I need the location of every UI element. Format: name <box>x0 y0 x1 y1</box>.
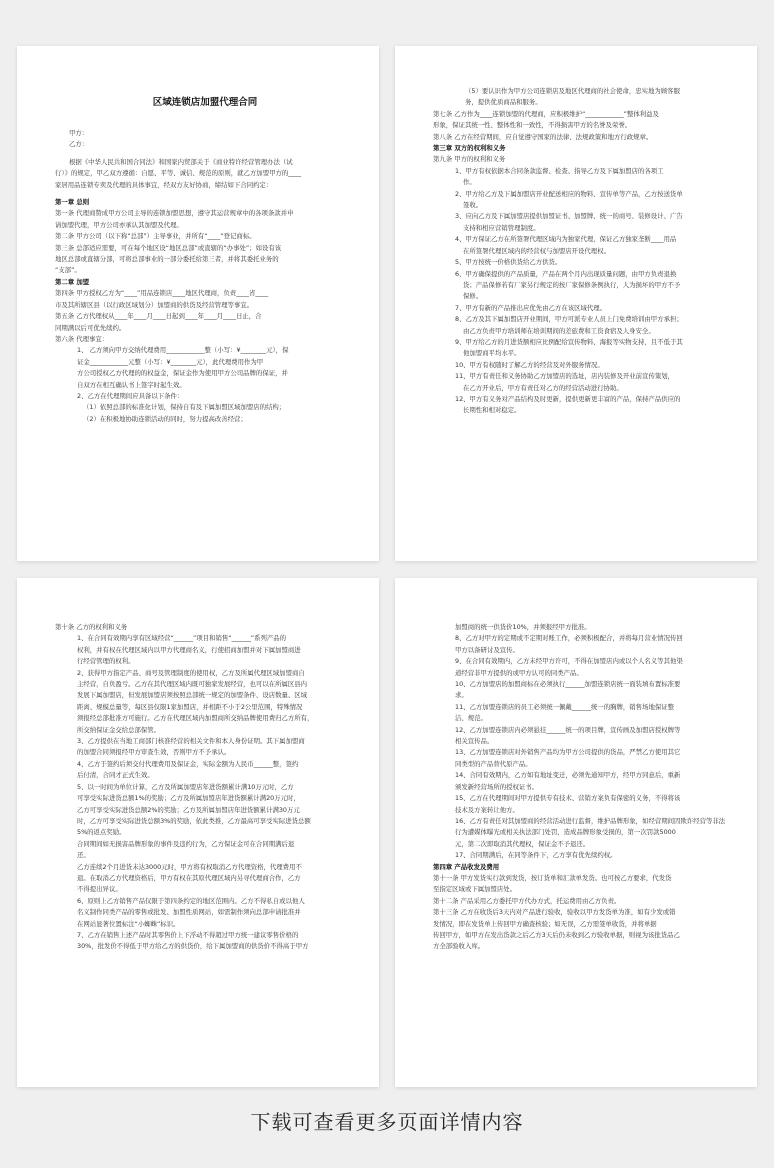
text-line: 货；产品保修若有厂家另行规定的按厂家保修条例执行，人为损坏的甲方不予 <box>463 280 681 289</box>
text-line: 1、在合同有效期内享有区域经营“______”项目和销售“______”系列产品的 <box>77 634 287 643</box>
page-content <box>55 94 355 425</box>
text-line: 形象，保证其统一性、整体性和一致性，不得损害甲方的名誉及荣誉。 <box>433 121 632 130</box>
text-line: 他加盟商平均水平。 <box>463 349 521 358</box>
page-content <box>433 622 733 953</box>
text-line: 2、乙方在代理期间应具备以下条件： <box>77 391 184 400</box>
text-line: 第十一条 甲方发货实行款到发货，按订货单和汇款单发货。也可按乙方要求，代发货 <box>433 873 672 882</box>
page-lines <box>55 622 355 953</box>
text-line: 市及其所辖区县（以行政区域划分）加盟商的供货及经营管理等事宜。 <box>55 300 254 309</box>
text-line: 证金____________元整（小写：¥________元），此代理费用作为甲 <box>77 357 264 366</box>
text-line: 保修。 <box>463 292 483 301</box>
text-line: 发情况，即在发货单上传回甲方确查核验；如无误，乙方需签单收货，并将单据 <box>433 919 657 928</box>
text-line: 在网站显著位置标注“小蜘蛛”标识。 <box>77 919 180 928</box>
text-line: 技术及方案转让他方。 <box>455 805 519 814</box>
text-line: 相关宣传品。 <box>455 737 494 746</box>
text-line: 乙方连续2个月进货未达3000元时，甲方将有权取消乙方代理资格，代理费用不 <box>77 862 302 871</box>
text-line: 11、乙方加盟连锁店的员工必须统一佩戴______统一的胸牌，销售场地保证整 <box>455 702 675 711</box>
text-line: 8、乙方对甲方的定期或不定期对账工作，必须积极配合，并将每月营业情况传回 <box>455 634 683 643</box>
text-line: 作。 <box>463 178 476 187</box>
text-line: 道经营非甲方提供的或甲方认可的同类产品。 <box>455 668 583 677</box>
chapter-heading: 第一章 总则 <box>55 198 90 207</box>
text-line: 1、 乙方须向甲方交纳代理费用____________整（小写：¥________元），保 <box>77 346 289 355</box>
page-lines <box>433 622 733 953</box>
text-line: 第二条 甲方公司（以下称“总部”）主导事业，并所有“____”登记商标。 <box>55 232 256 241</box>
text-line: 至指定区域或下属加盟店处。 <box>433 885 517 894</box>
download-more-caption[interactable]: 下载可查看更多页面详情内容 <box>250 1110 524 1134</box>
text-line: （1）依照总部的标准化计划，保持自有及下属加盟区域加盟店的结构； <box>83 403 286 412</box>
text-line: 7、甲方有新的产品推出应优先由乙方在该区域代理。 <box>455 303 607 312</box>
text-line: 签收。 <box>463 201 483 210</box>
text-line: 主经营，自负盈亏。乙方在其代理区域内既可独家发展经营，也可以在所属区县内 <box>77 680 308 689</box>
text-line: 6、原则上乙方销售产品仅限于第四条约定的地区范围内。乙方不得私自或以他人 <box>77 896 305 905</box>
text-line: 甲方： <box>69 129 89 137</box>
text-line: 3、乙方提供在当地工商部门核准经营的相关文件和本人身份证明。其下属加盟商 <box>77 737 305 746</box>
text-line: 行为遭媒体曝光或相关执法部门处罚，造成品牌形象受损的，第一次罚款5000 <box>455 828 676 837</box>
text-line: 所交纳保证金交给总部保管。 <box>77 725 161 734</box>
text-line: 求。 <box>455 691 468 700</box>
text-line: 5、甲方按统一价格供货给乙方供货。 <box>455 258 562 267</box>
text-line: 合同期间如无损害品牌形象的事件及违约行为，乙方保证金可在合同期满后退 <box>77 839 295 848</box>
text-line: 颁发新经营场所的授权证书。 <box>455 782 539 791</box>
text-line: 2、甲方给乙方及下属加盟店开业配送相应的物料、宣传单等产品，乙方按送货单 <box>455 189 683 198</box>
document-page-1 <box>17 46 379 561</box>
text-line: “支部”。 <box>55 266 81 275</box>
text-line: 5、以一时间为单位计算，乙方及所属加盟店年进货额累计满10万元时，乙方 <box>77 782 294 791</box>
text-line: 请加盟代理，甲方公司亦承认其加盟及代理。 <box>55 220 183 229</box>
chapter-heading: 第二章 加盟 <box>55 277 90 286</box>
document-page-3 <box>17 578 379 1087</box>
text-line: 5%的返点奖励。 <box>77 828 126 837</box>
text-line: 第五条 乙方代理权从____年____月____日起到____年____月____日止，合 <box>55 312 262 321</box>
text-line: 17、合同期满后，在同等条件下，乙方享有优先续约权。 <box>455 851 617 860</box>
text-line: 在所签署代理区域内的经营权与加盟店开设代理权。 <box>463 246 610 255</box>
text-line: 乙方： <box>69 140 89 149</box>
text-line: 由乙方负责甲方培训师在培训期间的差旅费和工资食宿及人身安全。 <box>463 326 655 335</box>
text-line: 9、甲方给乙方的月进货额相应比例配给宣传物料、海报等实物支持，且不低于其 <box>455 337 683 346</box>
text-line: 地区总部或直辖分部，可将总部事业的一部分委托给第三者，并将其委托业务的 <box>55 255 279 264</box>
text-line: 14、合同有效期内，乙方如有地址变迁，必须先通知甲方，经甲方同意后，重新 <box>455 771 681 780</box>
text-line: 元，第二次即取消其代理权，保证金不予退还。 <box>455 839 590 848</box>
text-line: 第三条 总部适应需要，可在每个地区设“地区总部”或直辖的“办事处”；如设有该 <box>55 243 282 252</box>
text-line: 时，乙方可享受实际进货总额3%的奖励，依此类推，乙方最高可享受实际进货总额 <box>77 816 311 825</box>
page-content <box>433 86 733 417</box>
text-line: 还。 <box>77 851 90 860</box>
text-line: 根据《中华人民共和国合同法》和国家内贸部关于《商业特许经营管理办法（试 <box>69 157 293 166</box>
text-line: 30%，批发价不得低于甲方给乙方的供货价，给下属加盟商的供货价不得高于甲方 <box>77 942 309 951</box>
page-content <box>55 622 355 953</box>
text-line: 行经营管理的权利。 <box>77 657 135 666</box>
text-line: 第八条 乙方在经营期间，应自觉遵守国家的法律、法规政策和地方行政规章。 <box>433 132 653 141</box>
text-line: 行）》的规定，甲乙双方遵循：自愿、平等、诚信、规范的原则，就乙方加盟甲方的____ <box>55 169 302 178</box>
text-line: 15、乙方在代理期间对甲方提供专有技术、营销方案负有保密的义务，不得将该 <box>455 794 681 803</box>
document-page-4 <box>395 578 757 1087</box>
text-line: 12、乙方加盟连锁店内必须悬挂______统一的项目牌，宣传画及加盟店授权牌等 <box>455 725 681 734</box>
text-line: 须报经总部批准方可施行。乙方在代理区域内加盟商所交纳品牌使用费归乙方所有， <box>77 714 314 723</box>
text-line: 第十二条 产品采用乙方委托甲方代办方式，托运费用由乙方负责。 <box>433 896 621 905</box>
text-line: 7、乙方在销售上述产品时其零售价上下浮动不得超过甲方统一建议零售价格的 <box>77 930 299 939</box>
text-line: 第七条 乙方作为____连锁加盟的代理商，应积极维护“____________”整体利益及 <box>433 109 659 118</box>
text-line: 12、甲方有义务对产品结构及时更新，提供更新更丰富的产品，保持产品供应的 <box>455 394 681 403</box>
text-line: 第十三条 乙方在收货后3天内对产品进行验收，验收以甲方发货单为准，如有少发或错 <box>433 908 676 917</box>
text-line: 10、甲方有权随时了解乙方的经营及对外服务情况。 <box>455 360 604 369</box>
text-line: 传回甲方，如甲方在发出货款之后乙方3天后仍未收到乙方验收单据，则视为该批货品乙 <box>433 930 680 939</box>
text-line: 同期满以后可优先续约。 <box>55 323 126 332</box>
text-line: 6、甲方确保提供的产品质量，产品在两个月内出现质量问题，由甲方负责退换 <box>455 269 677 278</box>
text-line: 务，提供优质商品和服务。 <box>465 98 542 107</box>
text-line: 方公司授权乙方代理的的权益金，保证金作为使用甲方公司品牌的保证，并 <box>77 369 288 378</box>
text-line: 在乙方开业后，甲方有责任对乙方的经营活动进行协助。 <box>463 383 623 392</box>
text-line: 权利，并有权在代理区域内以甲方代理商名义，行使招商加盟并对下属加盟商进 <box>77 645 301 654</box>
text-line: 洁、规范。 <box>455 714 487 723</box>
text-line: 16、乙方有责任对其加盟商的经营活动进行监督，维护品牌形象，如经营期间因欺诈经营等非法 <box>455 816 726 825</box>
text-line: 3、应向乙方及下属加盟店提供加盟证书、加盟牌、统一的商号、装修设计、广告 <box>455 212 683 221</box>
text-line: 第一条 代理商赞成甲方公司主导的连锁加盟思想，遵守其运营规章中的各项条款并申 <box>55 209 294 218</box>
text-line: （2）在积极地协助连锁活动的同时，努力提高改善经营； <box>83 414 247 423</box>
text-line: 甲方以备研讨及宣传。 <box>455 645 519 654</box>
text-line: 4、乙方于签约后须交付代理费用及保证金，实际金额为人民币______整，签约 <box>77 759 299 768</box>
text-line: 11、甲方有责任和义务协助乙方加盟店的选址，店内装修及开业前宣传策划， <box>455 372 675 381</box>
text-line: （5）要认识作为甲方公司连锁店及地区代理商的社会使命，忠实地为顾客服 <box>465 87 680 95</box>
text-line: 9、在合同有效期内，乙方未经甲方许可，不得在加盟店内或以个人名义等其他渠 <box>455 657 683 666</box>
text-line: 名义制作同类产品的零售或批发、加盟性质网站，如需制作须向总部申请批准并 <box>77 908 301 917</box>
text-line: 同类型的产品替代原产品。 <box>455 759 532 768</box>
text-line: 不得提出异议。 <box>77 885 122 894</box>
document-page-2 <box>395 46 757 561</box>
document-title: 区域连锁店加盟代理合同 <box>152 97 258 108</box>
text-line: 发展下属加盟店，但发展加盟店须按照总部统一规定的加盟条件、设店数量、区域 <box>77 691 308 700</box>
text-line: 第十条 乙方的权利和义务 <box>55 623 128 631</box>
text-line: 方全部验收入库。 <box>433 942 485 951</box>
text-line: 支持和相应营销管理制度。 <box>463 223 540 232</box>
text-line: 自双方在相互确认书上签字时起生效。 <box>77 380 186 389</box>
page-lines <box>55 128 355 425</box>
text-line: 退。在取消乙方代理资格后，甲方有权在其原代理区域内另寻代理商合作，乙方 <box>77 873 301 882</box>
chapter-heading: 第三章 双方的权利和义务 <box>433 144 506 153</box>
text-line: 可享受实际进货总额1%的奖励；乙方及所属加盟店年进货额累计满20万元时， <box>77 794 300 803</box>
chapter-heading: 第四章 产品收发及费用 <box>433 862 500 871</box>
text-line: 后付清，合同才正式生效。 <box>77 771 154 780</box>
text-line: 的加盟合同须报经甲方审查生效，否则甲方不予承认。 <box>77 748 231 757</box>
text-line: 1、甲方有权依据本合同条款监督、检查、指导乙方及下属加盟店的各项工 <box>455 166 664 175</box>
text-line: 乙方可享受实际进货总额2%的奖励；乙方及所属加盟店年进货额累计满30万元 <box>77 805 300 814</box>
text-line: 第九条 甲方的权利和义务 <box>433 155 506 164</box>
text-line: 13、乙方加盟连锁店对外销售产品均为甲方公司提供的货品，严禁乙方使用其它 <box>455 748 681 757</box>
text-line: 8、乙方及其下属加盟店开业期间，甲方可派专业人员上门免费培训由甲方承担； <box>455 315 683 324</box>
text-line: 距离、规模总量等，每区县仅限1家加盟店，并相距不小于2公里范围，特殊情况 <box>77 702 303 711</box>
page-lines <box>433 86 733 417</box>
text-line: 长期性和相对稳定。 <box>463 406 521 415</box>
text-line: 2、获得甲方指定产品、商号及管理制度的使用权，乙方及所属代理区域加盟商自 <box>77 668 305 677</box>
text-line: 加盟商的统一供货价10%，并须报经甲方批准。 <box>455 623 591 631</box>
text-line: 第六条 代理事宜： <box>55 334 109 343</box>
text-line: 家居用品连锁专卖及代理的具体事宜，经双方友好协商，缔结如下合同约定： <box>55 180 273 189</box>
text-line: 10、乙方加盟店的加盟商标在必须执行______加盟连锁店统一面装填布置标准要 <box>455 680 681 689</box>
text-line: 4、甲方保证乙方在所签署代理区域内为独家代理，保证乙方独家垄断____用品 <box>455 235 677 244</box>
text-line: 第四条 甲方授权乙方为“____”用品连锁店____地区代理商，负责____省____ <box>55 289 269 298</box>
